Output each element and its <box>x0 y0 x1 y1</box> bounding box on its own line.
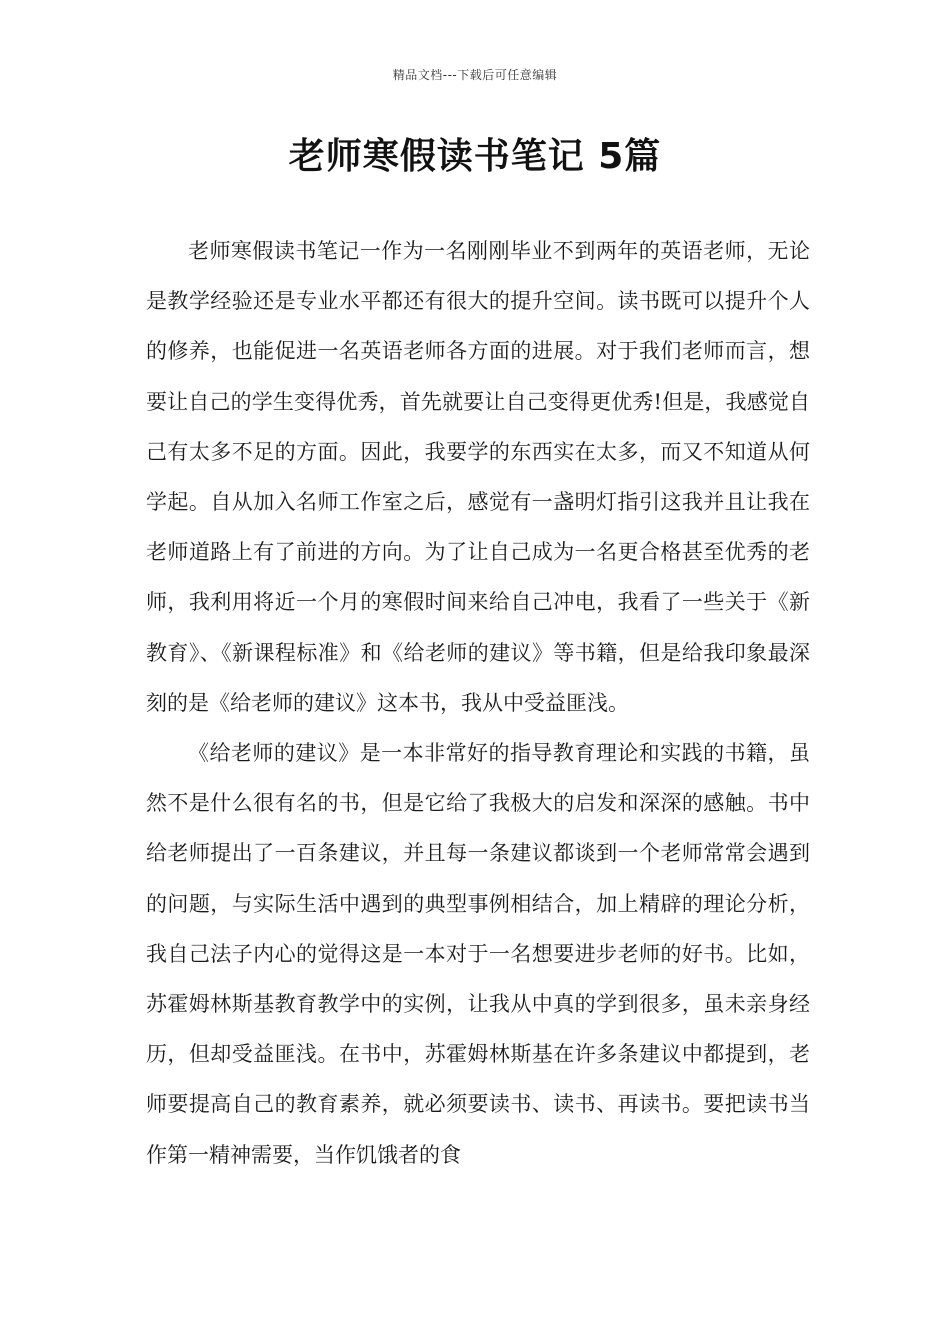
page-title: 老师寒假读书笔记 5篇 <box>288 136 662 177</box>
paragraph: 《给老师的建议》是一本非常好的指导教育理论和实践的书籍，虽然不是什么很有名的书，但是它给了我极大的启发和深深的感触。书中给老师提出了一百条建议，并且每一条建议都谈到一个老师常常会遇到的问题，与实际生活中遇到的典型事例相结合，加上精辟的理论分析，我自己法子内心的觉得这是一本对于一名想要进步老师的好书。比如，苏霍姆林斯基教育教学中的实例，让我从中真的学到很多，虽未亲身经历，但却受益匪浅。在书中，苏霍姆林斯基在许多条建议中都提到，老师要提高自己的教育素养，就必须要读书、读书、再读书。要把读书当作第一精神需要，当作饥饿者的食 <box>146 741 810 1167</box>
paragraph: 老师寒假读书笔记一作为一名刚刚毕业不到两年的英语老师，无论是教学经验还是专业水平都还有很大的提升空间。读书既可以提升个人的修养，也能促进一名英语老师各方面的进展。对于我们老师而言，想要让自己的学生变得优秀，首先就要让自己变得更优秀!但是，我感觉自己有太多不足的方面。因此，我要学的东西实在太多，而又不知道从何学起。自从加入名师工作室之后，感觉有一盏明灯指引这我并且让我在老师道路上有了前进的方向。为了让自己成为一名更合格甚至优秀的老师，我利用将近一个月的寒假时间来给自己冲电，我看了一些关于《新教育》、《新课程标准》和《给老师的建议》等书籍，但是给我印象最深刻的是《给老师的建议》这本书，我从中受益匪浅。 <box>146 239 810 715</box>
header-note: 精品文档---下载后可任意编辑 <box>392 68 558 82</box>
document-body <box>146 226 810 1180</box>
